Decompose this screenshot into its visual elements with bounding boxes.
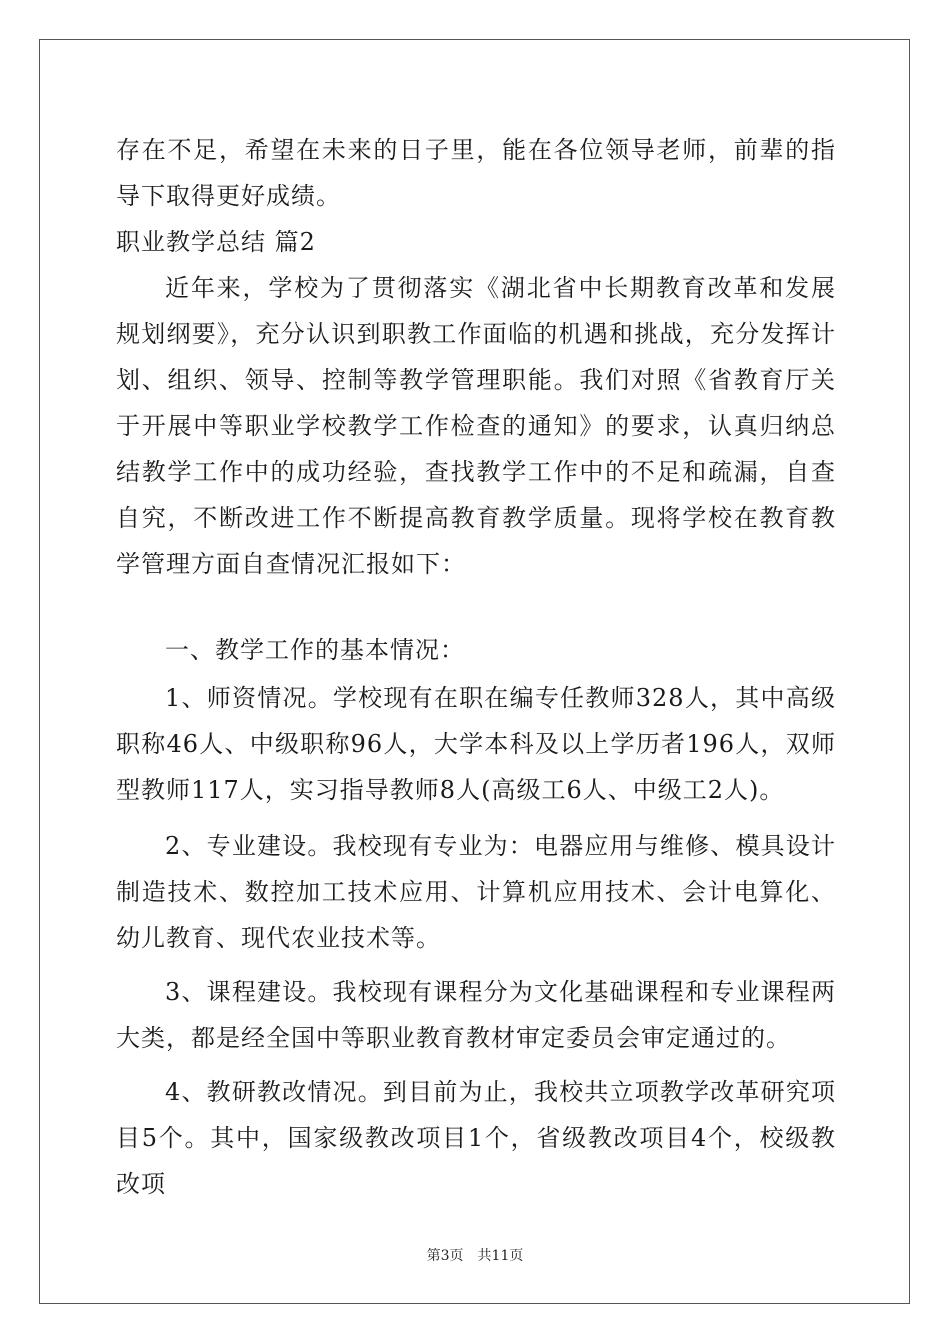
section-heading: 职业教学总结 篇2 (116, 228, 316, 256)
paragraph-major-construction: 2、专业建设。我校现有专业为：电器应用与维修、模具设计制造技术、数控加工技术应用、计算机应用技术、会计电算化、幼儿教育、现代农业技术等。 (116, 832, 836, 952)
page-number-footer: 第3页 共11页 (426, 1248, 524, 1264)
paragraph-continuation: 存在不足，希望在未来的日子里，能在各位领导老师，前辈的指导下取得更好成绩。 (116, 136, 836, 210)
paragraph-intro: 近年来，学校为了贯彻落实《湖北省中长期教育改革和发展规划纲要》，充分认识到职教工作面临的机遇和挑战，充分发挥计划、组织、领导、控制等教学管理职能。我们对照《省教育厅关于开展中等职业学校教学工作检查的通知》的要求，认真归纳总结教学工作中的成功经验，查找教学工作中的不足和疏漏，自查自究，不断改进工作不断提高教育教学质量。现将学校在教育教学管理方面自查情况汇报如下： (116, 274, 836, 578)
paragraph-teacher-staff: 1、师资情况。学校现有在职在编专任教师328人，其中高级职称46人、中级职称96人，大学本科及以上学历者196人，双师型教师117人，实习指导教师8人(高级工6人、中级工2人)。 (116, 684, 836, 804)
paragraph-teaching-research: 4、教研教改情况。到目前为止，我校共立项教学改革研究项目5个。其中，国家级教改项目1个，省级教改项目4个，校级教改项 (116, 1078, 836, 1198)
paragraph-course-construction: 3、课程建设。我校现有课程分为文化基础课程和专业课程两大类，都是经全国中等职业教育教材审定委员会审定通过的。 (116, 978, 836, 1052)
subheading-basic-situation: 一、教学工作的基本情况： (165, 636, 465, 664)
